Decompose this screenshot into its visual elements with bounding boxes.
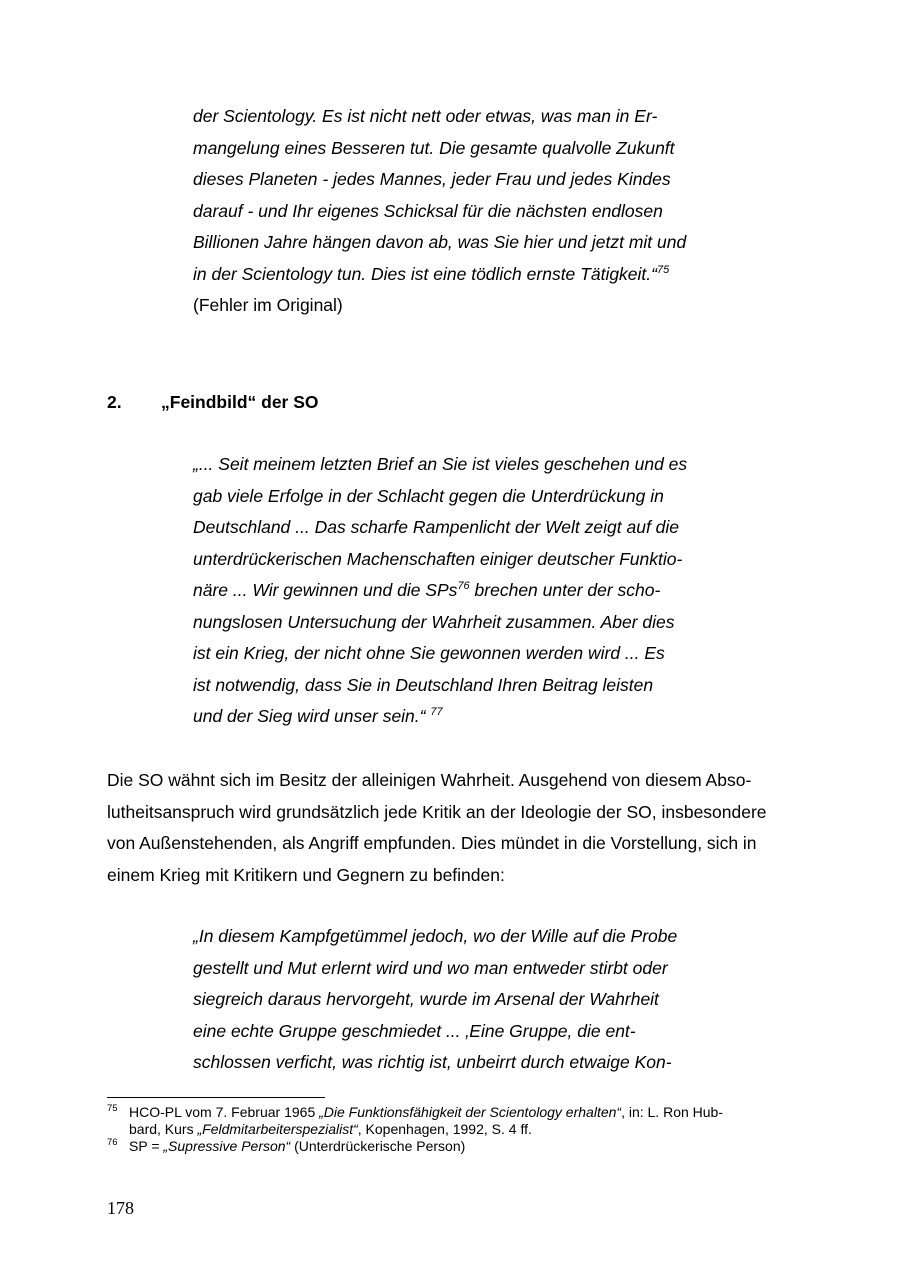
quote-block-2 (193, 449, 753, 733)
body-line: einem Krieg mit Kritikern und Gegnern zu befinden: (107, 864, 505, 885)
quote-line: Billionen Jahre hängen davon ab, was Sie hier und jetzt mit und (193, 232, 687, 252)
footnote-75 (107, 1104, 787, 1138)
quote-line: der Scientology. Es ist nicht nett oder etwas, was man in Er- (193, 106, 658, 126)
section-heading (107, 388, 319, 416)
quote-line-text: brechen unter der scho- (469, 580, 661, 600)
footnote-title: „Die Funktionsfähigkeit der Scientology erhalten“ (319, 1104, 622, 1120)
quote-block-1 (193, 101, 753, 322)
quote-note: (Fehler im Original) (193, 295, 343, 315)
quote-line: mangelung eines Besseren tut. Die gesamte qualvolle Zukunft (193, 137, 675, 158)
footnote-separator (107, 1097, 325, 1098)
footnote-title: „Supressive Person“ (163, 1138, 291, 1154)
body-line: lutheitsanspruch wird grundsätzlich jede Kritik an der Ideologie der SO, insbesondere (107, 801, 767, 822)
quote-line-last (193, 259, 753, 291)
quote-line: siegreich daraus hervorgeht, wurde im Arsenal der Wahrheit (193, 989, 659, 1009)
footnote-text: , Kopenhagen, 1992, S. 4 ff. (357, 1121, 532, 1137)
footnote-ref-75[interactable]: 75 (656, 263, 670, 276)
footnote-ref-77[interactable]: 77 (430, 706, 443, 718)
section-title: „Feindbild“ der SO (161, 392, 319, 412)
quote-line: ist ein Krieg, der nicht ohne Sie gewonnen werden wird ... Es (193, 643, 665, 663)
footnote-number: 76 (107, 1137, 118, 1148)
body-line: Die SO wähnt sich im Besitz der alleinigen Wahrheit. Ausgehend von diesem Abso- (107, 770, 752, 790)
footnote-line (129, 1138, 787, 1155)
body-paragraph (107, 765, 807, 891)
footnotes (107, 1104, 787, 1155)
quote-line: dieses Planeten - jedes Mannes, jeder Frau und jedes Kindes (193, 169, 671, 189)
footnote-line (129, 1104, 787, 1121)
footnote-text: , in: L. Ron Hub- (621, 1104, 723, 1120)
footnote-text: SP = (129, 1138, 164, 1154)
quote-block-3 (193, 921, 753, 1079)
footnote-text: (Unterdrückerische Person) (290, 1138, 466, 1154)
quote-line: schlossen verficht, was richtig ist, unbeirrt durch etwaige Kon- (193, 1052, 672, 1072)
quote-line: eine echte Gruppe geschmiedet ... ‚Eine Gruppe, die ent- (193, 1020, 636, 1041)
quote-line: „In diesem Kampfgetümmel jedoch, wo der Wille auf die Probe (193, 926, 678, 946)
quote-line: gestellt und Mut erlernt wird und wo man entweder stirbt oder (193, 957, 668, 978)
quote-line (193, 575, 753, 607)
quote-line (193, 701, 753, 733)
quote-line-text: und der Sieg wird unser sein.“ (193, 706, 431, 726)
footnote-number: 75 (107, 1103, 118, 1114)
quote-line: Deutschland ... Das scharfe Rampenlicht der Welt zeigt auf die (193, 517, 680, 537)
page-number: 178 (107, 1198, 134, 1218)
section-number: 2. (107, 392, 122, 412)
quote-line: nungslosen Untersuchung der Wahrheit zusammen. Aber dies (193, 611, 675, 632)
quote-line-text: in der Scientology tun. Dies ist eine tödlich ernste Tätigkeit.“ (193, 263, 657, 284)
footnote-title: „Feldmitarbeiterspezialist“ (197, 1121, 358, 1137)
footnote-text: bard, Kurs (129, 1121, 198, 1137)
footnote-76 (107, 1138, 787, 1155)
footnote-line (129, 1121, 787, 1138)
quote-line: „... Seit meinem letzten Brief an Sie ist vieles geschehen und es (193, 454, 688, 474)
quote-line-text: näre ... Wir gewinnen und die SPs (193, 580, 458, 600)
body-line: von Außenstehenden, als Angriff empfunden. Dies mündet in die Vorstellung, sich in (107, 833, 757, 853)
quote-line: darauf - und Ihr eigenes Schicksal für die nächsten endlosen (193, 200, 663, 221)
quote-line: gab viele Erfolge in der Schlacht gegen die Unterdrückung in (193, 485, 664, 506)
footnote-ref-76[interactable]: 76 (457, 580, 470, 592)
footnote-text: HCO-PL vom 7. Februar 1965 (129, 1104, 320, 1120)
quote-line: ist notwendig, dass Sie in Deutschland Ihren Beitrag leisten (193, 674, 654, 695)
quote-line: unterdrückerischen Machenschaften einiger deutscher Funktio- (193, 548, 683, 569)
